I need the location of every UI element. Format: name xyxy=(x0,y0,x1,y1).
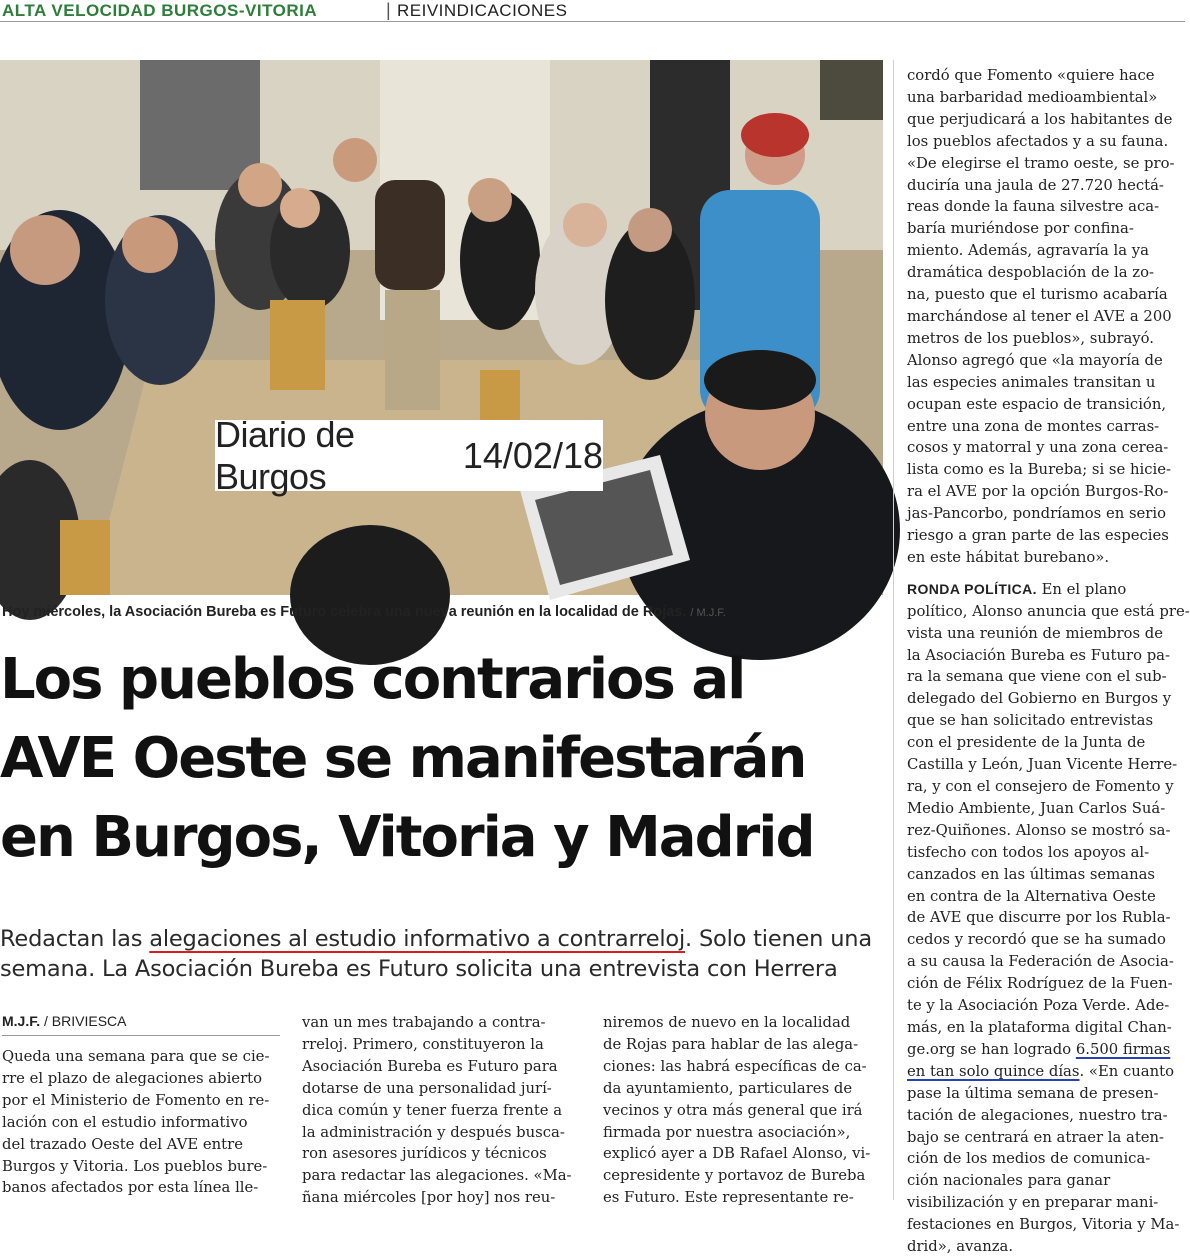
underlined-signatures: 6.500 firmas xyxy=(1075,1040,1171,1058)
body-line: metros de los pueblos», subrayó. xyxy=(907,329,1155,347)
body-line: te y la Asociación Poza Verde. Ade- xyxy=(907,997,1170,1015)
body-line: drid», avanza. xyxy=(907,1238,1014,1256)
body-line: la Asociación Bureba es Futuro pa- xyxy=(907,646,1170,664)
section-separator: | xyxy=(386,0,391,20)
body-line: riesgo a gran parte de las especies xyxy=(907,527,1169,545)
body-line: ocupan este espacio de transición, xyxy=(907,395,1167,413)
body-line xyxy=(907,1039,1185,1061)
body-line: vista una reunión de miembros de xyxy=(907,624,1163,642)
body-line: en este hábitat burebano». xyxy=(907,548,1110,566)
meeting-photo-illustration xyxy=(0,60,883,595)
subhead-text: . Solo tienen una xyxy=(685,926,872,952)
body-line: ción de los medios de comunica- xyxy=(907,1150,1151,1168)
body-line: a su causa la Federación de Asocia- xyxy=(907,953,1174,971)
body-line: firmada por nuestra asociación», xyxy=(603,1123,851,1141)
body-line: ciones: las habrá específicas de ca- xyxy=(603,1057,867,1075)
body-line: Alonso agregó que «la mayoría de xyxy=(907,351,1163,369)
body-line: ra la semana que viene con el sub- xyxy=(907,668,1167,686)
article-photo xyxy=(0,60,883,595)
section-header xyxy=(0,0,1185,22)
body-line: baría muriéndose por confina- xyxy=(907,220,1134,238)
body-line: más, en la plataforma digital Chan- xyxy=(907,1018,1172,1036)
body-line: ñana miércoles [por hoy] nos reu- xyxy=(302,1189,556,1207)
body-line: lación con el estudio informativo xyxy=(2,1113,248,1131)
body-line: dramática despoblación de la zo- xyxy=(907,264,1154,282)
subheadline-line-2: semana. La Asociación Bureba es Futuro solicita una entrevista con Herrera xyxy=(0,956,838,982)
body-line: marchándose al tener el AVE a 200 xyxy=(907,307,1172,325)
body-column-3 xyxy=(603,1012,888,1209)
headline xyxy=(0,640,890,877)
body-line: tisfecho con todos los apoyos al- xyxy=(907,843,1150,861)
body-line: de Rojas para hablar de las alega- xyxy=(603,1035,859,1053)
newspaper-stamp xyxy=(215,413,603,497)
body-line: en contra de la Alternativa Oeste xyxy=(907,887,1156,905)
body-text: . «En cuanto xyxy=(1079,1062,1175,1080)
headline-line: AVE Oeste se manifestarán xyxy=(0,726,806,791)
body-column-2 xyxy=(302,1012,587,1209)
body-line: rez-Quiñones. Alonso se mostró sa- xyxy=(907,821,1171,839)
subhead-text: Redactan las xyxy=(0,926,150,952)
run-in-heading: RONDA POLÍTICA. xyxy=(907,580,1037,597)
body-line: festaciones en Burgos, Vitoria y Ma- xyxy=(907,1216,1180,1234)
body-line: los pueblos afectados y a su fauna. xyxy=(907,132,1169,150)
body-line: delegado del Gobierno en Burgos y xyxy=(907,690,1172,708)
byline-place: / BRIVIESCA xyxy=(40,1013,127,1029)
body-text: ge.org se han logrado xyxy=(907,1040,1076,1058)
body-line: van un mes trabajando a contra- xyxy=(302,1014,546,1031)
body-line: miento. Además, agravaría la ya xyxy=(907,242,1149,260)
body-line: lista como es la Bureba; si se hicie- xyxy=(907,461,1172,479)
body-line: Burgos y Vitoria. Los pueblos bure- xyxy=(2,1157,268,1175)
body-line: Asociación Bureba es Futuro para xyxy=(302,1057,558,1075)
body-line: banos afectados por esta línea lle- xyxy=(2,1179,259,1197)
headline-line: en Burgos, Vitoria y Madrid xyxy=(0,805,814,870)
section-title: ALTA VELOCIDAD BURGOS-VITORIA xyxy=(2,1,318,20)
body-line: pase la última semana de presen- xyxy=(907,1084,1159,1102)
subheadline-line-1 xyxy=(0,924,890,954)
body-line: tación de alegaciones, nuestro tra- xyxy=(907,1106,1168,1124)
body-line: una barbaridad medioambiental» xyxy=(907,88,1158,106)
body-line: explicó ayer a DB Rafael Alonso, vi- xyxy=(603,1145,871,1163)
body-text: En el plano xyxy=(1036,580,1127,598)
body-line: dotarse de una personalidad jurí- xyxy=(302,1079,552,1097)
body-line: que perjudicará a los habitantes de xyxy=(907,110,1173,128)
body-line: político, Alonso anuncia que está pre- xyxy=(907,602,1190,620)
byline-author: M.J.F. xyxy=(2,1013,41,1029)
body-line: cordó que Fomento «quiere hace xyxy=(907,67,1155,84)
photo-caption xyxy=(2,604,882,620)
body-line: las especies animales transitan u xyxy=(907,373,1156,391)
body-line: de AVE que discurre por los Rubla- xyxy=(907,909,1171,927)
body-line: «De elegirse el tramo oeste, se pro- xyxy=(907,154,1175,172)
body-line: entre una zona de montes carras- xyxy=(907,417,1160,435)
body-line: cepresidente y portavoz de Bureba xyxy=(603,1167,866,1185)
body-line xyxy=(907,579,1185,601)
body-line: niremos de nuevo en la localidad xyxy=(603,1014,851,1031)
body-line: Medio Ambiente, Juan Carlos Suá- xyxy=(907,799,1166,817)
body-line: ra, y con el consejero de Fomento y xyxy=(907,778,1174,795)
body-line: es Futuro. Este representante re- xyxy=(603,1189,854,1207)
headline-line: Los pueblos contrarios al xyxy=(0,647,745,712)
body-line: con el presidente de la Junta de xyxy=(907,734,1146,752)
body-line: rreloj. Primero, constituyeron la xyxy=(302,1035,544,1053)
body-column-1 xyxy=(2,1046,287,1199)
body-line: ra el AVE por la opción Burgos-Ro- xyxy=(907,483,1169,501)
body-line: ron asesores jurídicos y técnicos xyxy=(302,1145,547,1163)
body-line: duciría una jaula de 27.720 hectá- xyxy=(907,176,1164,194)
body-line xyxy=(907,1061,1185,1083)
body-line: ción nacionales para ganar xyxy=(907,1172,1111,1190)
body-column-4 xyxy=(907,65,1190,1258)
body-line: reas donde la fauna silvestre aca- xyxy=(907,198,1160,216)
body-line: canzados en las últimas semanas xyxy=(907,865,1156,883)
caption-text: Hoy miércoles, la Asociación Bureba es Futuro celebra una nueva reunión en la localidad de Rojas. xyxy=(2,604,687,620)
body-line: rre el plazo de alegaciones abierto xyxy=(2,1069,262,1087)
body-line: cosos y matorral y una zona cerea- xyxy=(907,439,1169,457)
photo-credit: / M.J.F. xyxy=(690,607,726,619)
subheadline xyxy=(0,924,890,984)
column-divider xyxy=(893,60,894,1200)
underlined-period: en tan solo quince días xyxy=(907,1062,1080,1080)
body-line: vecinos y otra más general que irá xyxy=(603,1101,863,1119)
body-line: visibilización y en preparar mani- xyxy=(907,1194,1159,1212)
body-line: del trazado Oeste del AVE entre xyxy=(2,1135,243,1153)
stamp-newspaper-name: Diario de Burgos xyxy=(215,413,355,497)
body-line: Castilla y León, Juan Vicente Herre- xyxy=(907,756,1178,774)
body-line: na, puesto que el turismo acabaría xyxy=(907,286,1168,304)
body-line: da ayuntamiento, particulares de xyxy=(603,1079,853,1097)
body-line: bajo se centrará en atraer la aten- xyxy=(907,1128,1165,1146)
body-line: ción de Félix Rodríguez de la Fuen- xyxy=(907,975,1173,993)
body-line: jas-Pancorbo, pondríamos en serio xyxy=(907,505,1167,523)
body-line: para redactar las alegaciones. «Ma- xyxy=(302,1167,572,1185)
paragraph-gap xyxy=(907,569,1185,579)
stamp-date: 14/02/18 xyxy=(462,434,603,476)
underlined-phrase: alegaciones al estudio informativo a contrarreloj xyxy=(149,926,686,952)
byline xyxy=(2,1013,280,1036)
body-line: dica común y tener fuerza frente a xyxy=(302,1101,563,1119)
body-line: Queda una semana para que se cie- xyxy=(2,1048,270,1065)
section-subtitle: REIVINDICACIONES xyxy=(397,1,568,20)
body-line: cedos y recordó que se ha sumado xyxy=(907,931,1166,949)
body-line: por el Ministerio de Fomento en re- xyxy=(2,1091,270,1109)
body-line: la administración y después busca- xyxy=(302,1123,565,1141)
body-line: que se han solicitado entrevistas xyxy=(907,712,1154,730)
